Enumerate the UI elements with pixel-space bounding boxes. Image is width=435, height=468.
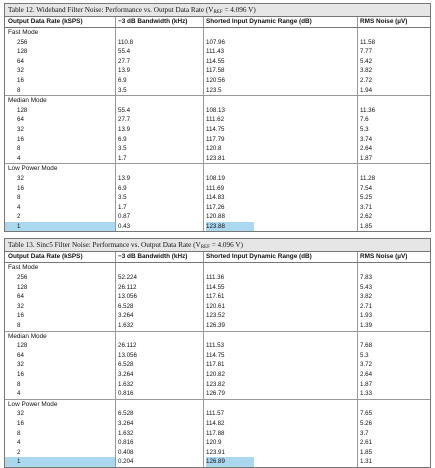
table-13-title <box>5 239 430 252</box>
cell-odr: 128 <box>17 48 28 56</box>
cell-dr: 126.79 <box>203 389 357 399</box>
table-row <box>5 47 430 57</box>
cell-noise: 1.31 <box>357 457 430 467</box>
cell-odr: 64 <box>17 293 24 301</box>
cell-noise: 7.68 <box>357 341 430 351</box>
cell-noise: 2.64 <box>357 144 430 154</box>
cell-odr: 8 <box>17 194 21 202</box>
table-header-row <box>5 17 430 28</box>
mode-label: Fast Mode <box>8 264 39 272</box>
cell-bw: 27.7 <box>115 57 203 67</box>
cell-odr: 8 <box>17 86 21 94</box>
cell-noise: 7.77 <box>357 47 430 57</box>
table-row <box>5 389 430 399</box>
cell-noise: 5.42 <box>357 57 430 67</box>
cell-odr: 8 <box>17 322 21 330</box>
cell-noise: 1.85 <box>357 222 430 232</box>
cell-odr: 64 <box>17 57 24 65</box>
cell-dr: 120.88 <box>203 212 357 222</box>
table-row <box>5 273 430 283</box>
cell-odr: 32 <box>17 361 24 369</box>
header-output-data-rate: Output Data Rate (kSPS) <box>8 18 83 25</box>
cell-dr: 123.82 <box>203 380 357 390</box>
cell-bw: 27.7 <box>115 115 203 125</box>
table-row <box>5 125 430 135</box>
table-title-subscript: REF <box>200 245 210 251</box>
document-page <box>4 3 431 468</box>
mode-row-fast <box>5 263 430 273</box>
cell-bw: 0.204 <box>115 457 203 467</box>
mode-label: Median Mode <box>8 97 47 105</box>
cell-dr: 123.91 <box>203 448 357 458</box>
cell-dr: 120.61 <box>203 302 357 312</box>
mode-label: Fast Mode <box>8 29 39 36</box>
cell-noise: 7.65 <box>357 409 430 419</box>
cell-odr: 32 <box>17 67 24 75</box>
cell-bw: 1.7 <box>115 203 203 213</box>
cell-bw: 3.5 <box>115 144 203 154</box>
table-row <box>5 370 430 380</box>
cell-noise: 2.64 <box>357 370 430 380</box>
mode-label: Median Mode <box>8 332 47 340</box>
cell-dr: 108.19 <box>203 174 357 184</box>
cell-odr: 256 <box>17 274 28 282</box>
cell-noise: 1.33 <box>357 389 430 399</box>
cell-dr: 111.57 <box>203 409 357 419</box>
cell-dr: 108.13 <box>203 106 357 116</box>
cell-noise: 1.87 <box>357 380 430 390</box>
cell-dr: 120.8 <box>203 144 357 154</box>
cell-dr: 120.82 <box>203 370 357 380</box>
cell-dr: 123.81 <box>203 154 357 164</box>
table-row <box>5 409 430 419</box>
cell-noise: 3.82 <box>357 66 430 76</box>
table-row <box>5 38 430 48</box>
header-bandwidth: −3 dB Bandwidth (kHz) <box>115 252 203 262</box>
table-12 <box>4 3 431 232</box>
cell-bw: 0.43 <box>115 222 203 232</box>
cell-bw: 13.9 <box>115 125 203 135</box>
cell-dr: 114.55 <box>203 283 357 293</box>
cell-noise: 7.83 <box>357 273 430 283</box>
cell-dr: 120.56 <box>203 76 357 86</box>
cell-odr: 16 <box>17 312 24 320</box>
cell-odr: 4 <box>17 439 21 447</box>
table-title-text: Table 13. Sinc5 Filter Noise: Performance vs. Output Data Rate (V <box>8 241 201 250</box>
cell-dr: 114.82 <box>203 419 357 429</box>
table-row <box>5 380 430 390</box>
cell-noise: 5.26 <box>357 419 430 429</box>
cell-odr: 4 <box>17 154 21 162</box>
cell-odr: 16 <box>17 371 24 378</box>
header-dynamic-range: Shorted Input Dynamic Range (dB) <box>203 17 357 27</box>
table-row <box>5 429 430 439</box>
cell-bw: 3.5 <box>115 86 203 96</box>
cell-bw: 6.9 <box>115 184 203 194</box>
table-title-suffix: = 4.096 V) <box>222 6 256 14</box>
cell-bw: 3.264 <box>115 419 203 429</box>
cell-odr: 32 <box>17 410 24 418</box>
cell-dr: 114.55 <box>203 57 357 67</box>
table-row-selected[interactable] <box>5 457 430 467</box>
cell-odr: 128 <box>17 283 28 291</box>
cell-noise: 11.58 <box>357 38 430 48</box>
cell-noise: 2.61 <box>357 438 430 448</box>
cell-dr: 117.81 <box>203 360 357 370</box>
cell-odr-highlighted[interactable]: 1 <box>5 222 115 232</box>
mode-row-low-power <box>5 399 430 410</box>
cell-dr: 111.43 <box>203 47 357 57</box>
cell-dr: 111.62 <box>203 115 357 125</box>
mode-label: Low Power Mode <box>8 400 58 408</box>
cell-bw: 55.4 <box>115 47 203 57</box>
cell-noise: 2.72 <box>357 76 430 86</box>
cell-odr: 64 <box>17 351 24 359</box>
cell-noise: 3.72 <box>357 360 430 370</box>
cell-noise: 5.3 <box>357 351 430 361</box>
cell-bw: 1.632 <box>115 380 203 390</box>
cell-bw: 1.7 <box>115 154 203 164</box>
cell-dr: 111.36 <box>203 273 357 283</box>
table-row <box>5 311 430 321</box>
cell-odr: 16 <box>17 184 24 192</box>
table-row <box>5 154 430 164</box>
table-row <box>5 302 430 312</box>
table-title-text: Table 12. Wideband Filter Noise: Performance vs. Output Data Rate (V <box>8 6 214 14</box>
cell-dr: 123.5 <box>203 86 357 96</box>
cell-noise: 2.71 <box>357 302 430 312</box>
mode-row-fast <box>5 28 430 38</box>
cell-dr: 111.69 <box>203 184 357 194</box>
table-row-selected[interactable] <box>5 222 430 232</box>
cell-odr: 256 <box>17 38 28 46</box>
table-row <box>5 321 430 331</box>
table-row <box>5 283 430 293</box>
cell-bw: 13.056 <box>115 292 203 302</box>
cell-dr: 117.88 <box>203 429 357 439</box>
cell-noise: 7.6 <box>357 115 430 125</box>
table-row <box>5 86 430 96</box>
cell-odr: 128 <box>17 342 28 350</box>
cell-dr: 117.79 <box>203 135 357 145</box>
cell-dr: 114.83 <box>203 193 357 203</box>
table-row <box>5 341 430 351</box>
table-row <box>5 66 430 76</box>
cell-bw: 6.528 <box>115 302 203 312</box>
table-row <box>5 106 430 116</box>
table-row <box>5 193 430 203</box>
cell-noise: 1.85 <box>357 448 430 458</box>
table-row <box>5 360 430 370</box>
cell-bw: 110.8 <box>115 38 203 48</box>
cell-bw: 26.112 <box>115 341 203 351</box>
cell-bw: 1.632 <box>115 321 203 331</box>
mode-label: Low Power Mode <box>8 165 58 173</box>
cell-odr: 32 <box>17 125 24 133</box>
table-title-subscript: REF <box>213 10 223 15</box>
cell-odr: 16 <box>17 135 24 143</box>
table-row <box>5 203 430 213</box>
cell-odr: 32 <box>17 174 24 182</box>
table-13 <box>4 238 431 467</box>
cell-dr: 117.58 <box>203 66 357 76</box>
table-row <box>5 419 430 429</box>
cell-noise: 11.28 <box>357 174 430 184</box>
cell-odr: 4 <box>17 203 21 211</box>
cell-dr: 123.52 <box>203 311 357 321</box>
cell-bw: 0.408 <box>115 448 203 458</box>
cell-odr: 8 <box>17 145 21 153</box>
cell-noise: 3.74 <box>357 135 430 145</box>
cell-bw: 6.9 <box>115 135 203 145</box>
table-header-row <box>5 252 430 263</box>
cell-odr: 16 <box>17 419 24 427</box>
cell-noise: 3.82 <box>357 292 430 302</box>
cell-odr: 128 <box>17 106 28 114</box>
cell-noise: 3.7 <box>357 429 430 439</box>
header-output-data-rate: Output Data Rate (kSPS) <box>8 253 83 261</box>
table-row <box>5 292 430 302</box>
cell-dr: 117.26 <box>203 203 357 213</box>
cell-noise: 11.36 <box>357 106 430 116</box>
cell-bw: 13.9 <box>115 174 203 184</box>
header-bandwidth: −3 dB Bandwidth (kHz) <box>115 17 203 27</box>
cell-dr-highlighted[interactable]: 123.88 <box>206 222 254 232</box>
cell-dr: 114.75 <box>203 351 357 361</box>
cell-bw: 1.632 <box>115 429 203 439</box>
cell-noise: 5.3 <box>357 125 430 135</box>
table-row <box>5 212 430 222</box>
cell-bw: 52.224 <box>115 273 203 283</box>
cell-odr: 32 <box>17 302 24 310</box>
cell-dr: 107.96 <box>203 38 357 48</box>
cell-bw: 6.528 <box>115 360 203 370</box>
cell-noise: 5.25 <box>357 193 430 203</box>
cell-odr: 16 <box>17 76 24 84</box>
mode-row-low-power <box>5 163 430 174</box>
cell-odr-highlighted[interactable]: 1 <box>5 457 115 467</box>
cell-odr: 4 <box>17 390 21 398</box>
table-row <box>5 438 430 448</box>
cell-noise: 1.93 <box>357 311 430 321</box>
cell-bw: 0.816 <box>115 389 203 399</box>
cell-dr: 117.61 <box>203 292 357 302</box>
cell-odr: 64 <box>17 116 24 124</box>
cell-noise: 3.71 <box>357 203 430 213</box>
cell-bw: 6.9 <box>115 76 203 86</box>
cell-dr: 120.9 <box>203 438 357 448</box>
table-row <box>5 115 430 125</box>
cell-bw: 6.528 <box>115 409 203 419</box>
cell-odr: 8 <box>17 380 21 388</box>
table-row <box>5 135 430 145</box>
cell-bw: 3.264 <box>115 370 203 380</box>
header-rms-noise: RMS Noise (µV) <box>357 252 430 262</box>
cell-dr: 126.39 <box>203 321 357 331</box>
cell-bw: 26.112 <box>115 283 203 293</box>
table-row <box>5 184 430 194</box>
cell-dr-highlighted[interactable]: 126.89 <box>206 457 254 467</box>
cell-noise: 1.87 <box>357 154 430 164</box>
header-dynamic-range: Shorted Input Dynamic Range (dB) <box>203 252 357 262</box>
table-row <box>5 174 430 184</box>
table-row <box>5 448 430 458</box>
cell-odr: 2 <box>17 448 21 456</box>
table-row <box>5 57 430 67</box>
cell-bw: 3.5 <box>115 193 203 203</box>
cell-odr: 8 <box>17 429 21 437</box>
table-12-title <box>5 4 430 17</box>
cell-bw: 55.4 <box>115 106 203 116</box>
cell-noise: 5.43 <box>357 283 430 293</box>
cell-bw: 3.264 <box>115 311 203 321</box>
cell-odr: 2 <box>17 213 21 221</box>
table-title-suffix: = 4.096 V) <box>209 241 243 250</box>
table-row <box>5 76 430 86</box>
cell-noise: 2.62 <box>357 212 430 222</box>
mode-row-median <box>5 95 430 106</box>
table-row <box>5 144 430 154</box>
table-row <box>5 351 430 361</box>
cell-noise: 1.94 <box>357 86 430 96</box>
cell-noise: 7.54 <box>357 184 430 194</box>
mode-row-median <box>5 331 430 342</box>
cell-bw: 0.816 <box>115 438 203 448</box>
cell-dr: 114.75 <box>203 125 357 135</box>
cell-noise: 1.39 <box>357 321 430 331</box>
cell-bw: 0.87 <box>115 212 203 222</box>
cell-dr: 111.53 <box>203 341 357 351</box>
header-rms-noise: RMS Noise (µV) <box>357 17 430 27</box>
cell-bw: 13.9 <box>115 66 203 76</box>
cell-bw: 13.056 <box>115 351 203 361</box>
